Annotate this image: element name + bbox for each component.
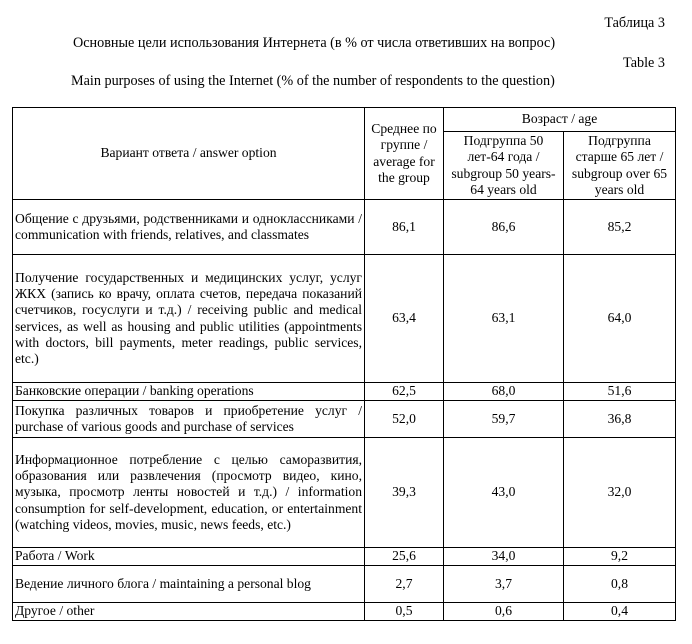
table-row: [13, 438, 676, 548]
row-subgroup-65plus-cell: 0,4: [564, 603, 676, 621]
row-subgroup-50-64-cell: 0,6: [444, 603, 564, 621]
column-header-subgroup-65plus: Подгруппа старше 65 лет / subgroup over 65 years old: [564, 132, 676, 200]
table-row: [13, 255, 676, 383]
row-subgroup-50-64-cell: 3,7: [444, 566, 564, 603]
column-header-age: Возраст / age: [444, 108, 676, 132]
row-subgroup-65plus-cell: 32,0: [564, 438, 676, 548]
row-option-cell: Банковские операции / banking operations: [13, 383, 365, 401]
column-header-option: Вариант ответа / answer option: [13, 108, 365, 200]
table-row: [13, 603, 676, 621]
row-option-cell: Покупка различных товаров и приобретение услуг / purchase of various goods and purchase of services: [13, 401, 365, 438]
table-row: [13, 548, 676, 566]
row-average-cell: 62,5: [365, 383, 444, 401]
table-row: [13, 383, 676, 401]
row-subgroup-50-64-cell: 43,0: [444, 438, 564, 548]
row-average-cell: 86,1: [365, 200, 444, 255]
table-title-en: Main purposes of using the Internet (% of the number of respondents to the question): [71, 73, 555, 89]
row-subgroup-65plus-cell: 9,2: [564, 548, 676, 566]
row-subgroup-65plus-cell: 85,2: [564, 200, 676, 255]
row-average-cell: 2,7: [365, 566, 444, 603]
row-average-cell: 25,6: [365, 548, 444, 566]
table-title-ru: Основные цели использования Интернета (в % от числа ответивших на вопрос): [73, 35, 556, 51]
row-subgroup-50-64-cell: 59,7: [444, 401, 564, 438]
row-option-cell: Другое / other: [13, 603, 365, 621]
row-average-cell: 39,3: [365, 438, 444, 548]
row-option-cell: Работа / Work: [13, 548, 365, 566]
table-label-en: Table 3: [623, 55, 665, 71]
row-subgroup-50-64-cell: 86,6: [444, 200, 564, 255]
row-option-cell: Получение государственных и медицинских услуг, услуг ЖКХ (запись ко врачу, оплата счетов, передача показаний счетчиков, госуслуги и т.д.) / receiving public and medical services, as well as housing and public utilities (appointments with doctors, bill payments, meter readings, public services, etc.): [13, 255, 365, 383]
column-header-average: Среднее по группе / average for the group: [365, 108, 444, 200]
row-average-cell: 63,4: [365, 255, 444, 383]
table-row: [13, 200, 676, 255]
row-subgroup-65plus-cell: 0,8: [564, 566, 676, 603]
table-row: [13, 401, 676, 438]
row-average-cell: 0,5: [365, 603, 444, 621]
table-row: [13, 566, 676, 603]
header-row-top: [13, 108, 676, 132]
internet-purposes-table: [12, 107, 676, 621]
row-subgroup-50-64-cell: 68,0: [444, 383, 564, 401]
column-header-subgroup-50-64: Подгруппа 50 лет-64 года / subgroup 50 years-64 years old: [444, 132, 564, 200]
row-option-cell: Общение с друзьями, родственниками и одноклассниками / communication with friends, relatives, and classmates: [13, 200, 365, 255]
row-subgroup-65plus-cell: 36,8: [564, 401, 676, 438]
row-option-cell: Ведение личного блога / maintaining a personal blog: [13, 566, 365, 603]
row-subgroup-65plus-cell: 64,0: [564, 255, 676, 383]
row-subgroup-65plus-cell: 51,6: [564, 383, 676, 401]
row-option-cell: Информационное потребление с целью саморазвития, образования или развлечения (просмотр видео, кино, музыка, просмотр ленты новостей и т.д.) / information consumption for self-development, education, or entertainment (watching videos, movies, music, news feeds, etc.): [13, 438, 365, 548]
table-body: [13, 108, 676, 621]
row-average-cell: 52,0: [365, 401, 444, 438]
table-label-ru: Таблица 3: [604, 15, 665, 31]
row-subgroup-50-64-cell: 34,0: [444, 548, 564, 566]
row-subgroup-50-64-cell: 63,1: [444, 255, 564, 383]
